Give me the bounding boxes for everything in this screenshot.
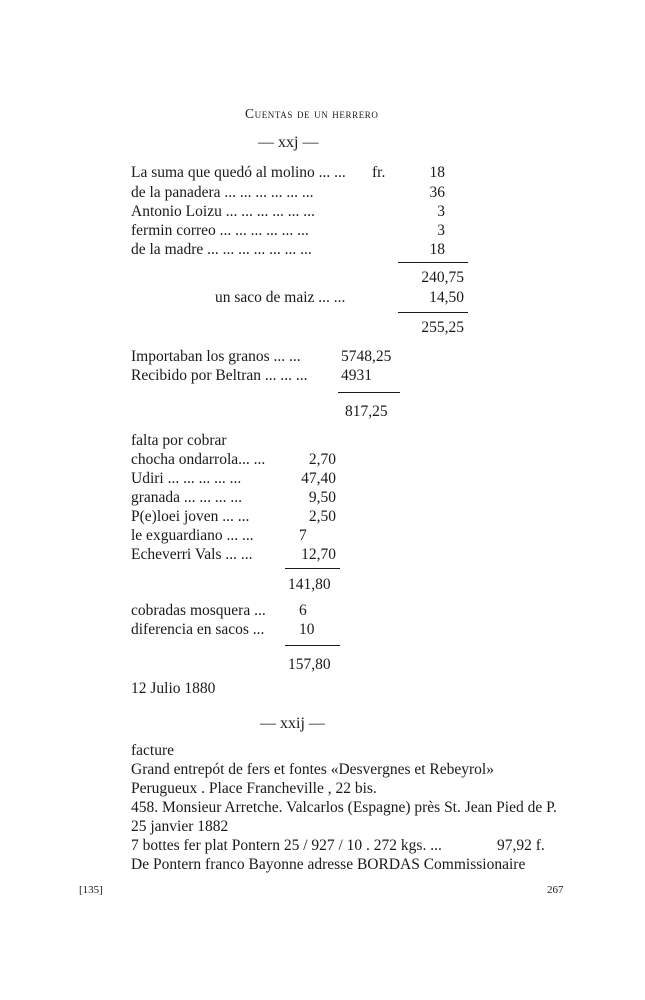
list-item-label: chocha ondarrola... ... [131,451,266,468]
list-item-label: Udiri ... ... ... ... ... [131,470,242,487]
pending-title: falta por cobrar [131,432,227,449]
list-item-amount: 7 [299,527,307,544]
list-item-amount: 9,50 [308,489,336,506]
text-line: De Pontern franco Bayonne adresse BORDAS Commissionaire [131,856,526,873]
list-item-amount: 10 [299,621,315,638]
list-item-label: de la panadera ... ... ... ... ... ... [131,184,314,201]
pending-total-amount: 141,80 [288,576,331,593]
final-total-amount: 157,80 [288,656,331,673]
list-item-label: fermin correo ... ... ... ... ... ... [131,222,309,239]
sum-rule [285,645,340,646]
list-item-amount: 2,70 [308,451,336,468]
text-line: 458. Monsieur Arretche. Valcarlos (Espagne) près St. Jean Pied de P. [131,799,557,816]
beltran-amount: 4931 [341,367,372,384]
list-item-label: diferencia en sacos ... [131,621,265,638]
sum-rule [338,392,400,393]
saco-amount: 14,50 [429,289,464,306]
list-item-amount: 6 [299,602,307,619]
text-line: Perugueux . Place Francheville , 22 bis. [131,780,377,797]
subtotal-amount: 240,75 [421,269,464,286]
list-item-label: Echeverri Vals ... ... [131,546,253,563]
granos-amount: 5748,25 [341,348,392,365]
difference-amount: 817,25 [345,403,388,420]
section-heading-xxij: — xxij — [260,715,325,732]
text-line: 25 janvier 1882 [131,818,229,835]
bottes-amount: 97,92 f. [497,837,545,854]
currency-unit: fr. [372,164,386,181]
footer-left-folio: [135] [79,884,103,896]
list-item-amount: 12,70 [301,546,336,563]
beltran-label: Recibido por Beltran ... ... ... [131,367,308,384]
date-line: 12 Julio 1880 [131,680,216,697]
list-item-amount: 36 [429,184,445,201]
list-item-label: P(e)loei joven ... ... [131,508,250,525]
sum-rule [285,568,340,569]
list-item-label: cobradas mosquera ... [131,602,266,619]
sum-rule [398,262,468,263]
list-item-label: le exguardiano ... ... [131,527,254,544]
list-item-amount: 47,40 [301,470,336,487]
bottes-label: 7 bottes fer plat Pontern 25 / 927 / 10 . 272 kgs. ... [131,837,442,854]
sum-rule [398,312,468,313]
list-item-label: de la madre ... ... ... ... ... ... ... [131,241,312,258]
section-heading-xxj: — xxj — [258,134,319,151]
list-item-label: Antonio Loizu ... ... ... ... ... ... [131,203,315,220]
list-item-amount: 3 [437,222,445,239]
running-title: Cuentas de un herrero [245,106,379,121]
granos-label: Importaban los granos ... ... [131,348,301,365]
text-line: Grand entrepót de fers et fontes «Desvergnes et Rebeyrol» [131,761,494,778]
list-item-label: granada ... ... ... ... [131,489,243,506]
text-line: facture [131,742,175,759]
list-item-amount: 18 [429,164,445,181]
saco-label: un saco de maiz ... ... [215,289,346,306]
list-item-label: La suma que quedó al molino ... ... [131,164,346,181]
list-item-amount: 2,50 [308,508,336,525]
list-item-amount: 18 [429,241,445,258]
list-item-amount: 3 [437,203,445,220]
page-number: 267 [547,884,564,896]
total-amount: 255,25 [421,319,464,336]
